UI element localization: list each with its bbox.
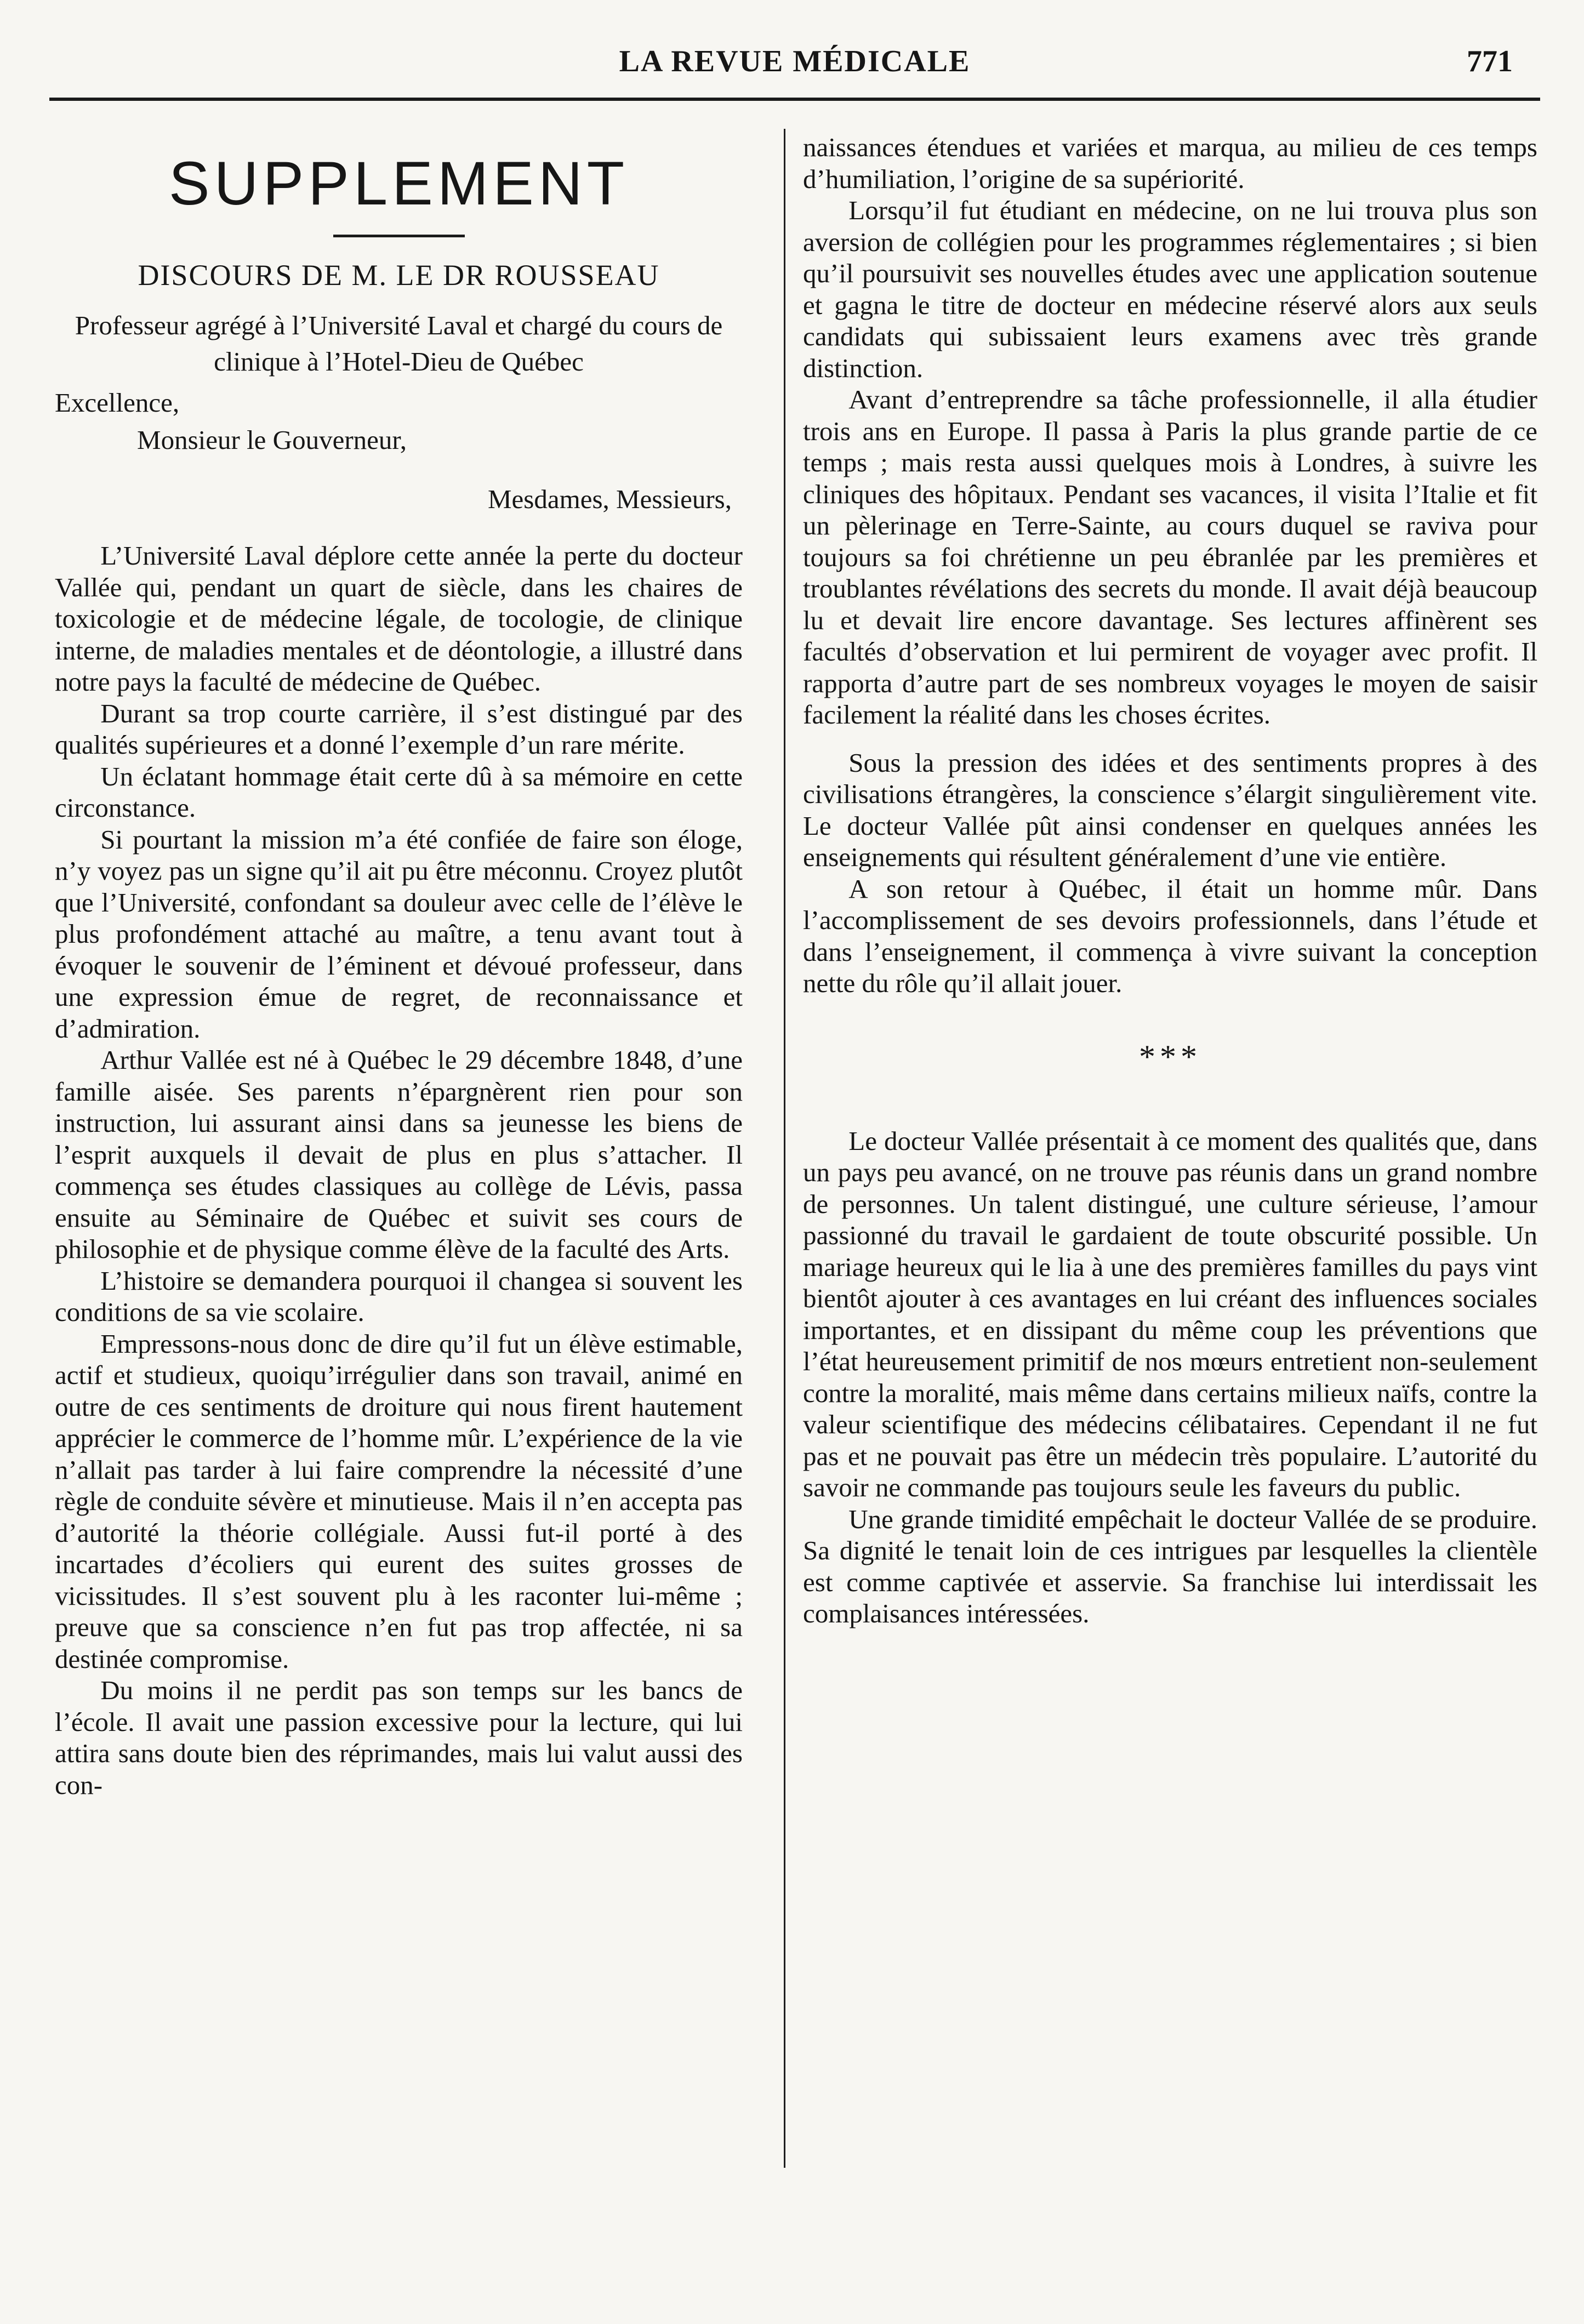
supplement-title: SUPPLEMENT (168, 149, 629, 218)
salutation-excellence: Excellence, (55, 388, 180, 418)
paragraph: L’Université Laval déplore cette année la perte du docteur Vallée qui, pendant un quart de siècle, dans les chaires de toxicologie et de médecine légale, de tocologie, de clinique interne, de maladies mentales et de déontologie, a illustré dans notre pays la faculté de médecine de Québec. (55, 540, 743, 697)
page-number: 771 (1467, 44, 1513, 78)
paragraph: Le docteur Vallée présentait à ce moment des qualités que, dans un pays peu avancé, on ne trouve pas réunis dans un grand nombre de personnes. Un talent distingué, une culture sérieuse, l’amour passionné du travail le gardaient de toute obscurité possible. Un mariage heureux qui le lia à une des premières familles du pays vint bientôt ajouter à ces avantages en lui créant des influences sociales importantes, et en dissipant du même coup les préventions que l’état heureusement primitif de nos mœurs entretient non-seulement contre la moralité, mais même dans certains milieux naïfs, contre la valeur scientifique des médecins célibataires. Cependant il ne fut pas et ne pouvait pas être un médecin très populaire. L’autorité du savoir ne commande pas toujours seule les faveurs du public. (803, 1125, 1537, 1502)
page-header (49, 44, 1540, 104)
header-rule (49, 98, 1540, 101)
left-column (55, 132, 743, 1801)
column-divider (784, 129, 785, 2168)
paragraph-gap (803, 731, 1537, 747)
paragraph: Arthur Vallée est né à Québec le 29 décembre 1848, d’une famille aisée. Ses parents n’épargnèrent rien pour son instruction, lui assurant ainsi dans sa jeunesse les biens de l’esprit auxquels il devait de plus en plus s’attacher. Il commença ses études classiques au collège de Lévis, passa ensuite au Séminaire de Québec et suivit ses cours de philosophie et de physique comme élève de la faculté des Arts. (55, 1045, 743, 1264)
paragraph: Une grande timidité empêchait le docteur Vallée de se produire. Sa dignité le tenait loin de ces intrigues par lesquelles la clientèle est comme captivée et asservie. Sa franchise lui interdissait les complaisances intéressées. (803, 1503, 1537, 1628)
paragraph: Un éclatant hommage était certe dû à sa mémoire en cette circonstance. (55, 761, 743, 823)
title-rule (333, 235, 465, 237)
salutation-audience: Mesdames, Messieurs, (487, 484, 732, 514)
paragraph: Sous la pression des idées et des sentiments propres à des civilisations étrangères, la conscience s’élargit singulièrement vite. Le docteur Vallée pût ainsi condenser en quelques années les enseignements qui résultent généralement d’une vie entière. (803, 747, 1537, 872)
paragraph: A son retour à Québec, il était un homme mûr. Dans l’accomplissement de ses devoirs professionnels, dans l’étude et dans l’enseignement, il commença à vivre suivant la conception nette du rôle qu’il allait jouer. (803, 873, 1537, 998)
paragraph-continued: naissances étendues et variées et marqua, au milieu de ces temps d’humiliation, l’origine de sa supériorité. (803, 132, 1537, 194)
right-column (803, 132, 1537, 1630)
speaker-info: Professeur agrégé à l’Université Laval et chargé du cours de clinique à l’Hotel-Dieu de Québec (75, 310, 723, 377)
paragraph: Si pourtant la mission m’a été confiée de faire son éloge, n’y voyez pas un signe qu’il ait pu être méconnu. Croyez plutôt que l’Université, confondant sa douleur avec celle de l’élève le plus profondément attaché au maître, a tenu avant tout à évoquer le souvenir de l’éminent et dévoué professeur, dans une expression émue de regret, de reconnaissance et d’admiration. (55, 824, 743, 1044)
paragraph: Avant d’entreprendre sa tâche professionnelle, il alla étudier trois ans en Europe. Il passa à Paris la plus grande partie de ce temps ; mais resta aussi quelques mois à Londres, à suivre les cliniques des hôpitaux. Pendant ses vacances, il visita l’Italie et fit un pèlerinage en Terre-Sainte, au cours duquel se raviva pour toujours sa foi chrétienne un peu ébranlée par les premières et troublantes révélations des secrets du monde. Il avait déjà beaucoup lu et devait lire encore davantage. Ses lectures affinèrent ses facultés d’observation et lui permirent de voyager avec profit. Il rapporta d’autre part de ses nombreux voyages le moyen de saisir facilement la réalité dans les choses écrites. (803, 384, 1537, 730)
paragraph: Durant sa trop courte carrière, il s’est distingué par des qualités supérieures et a donné l’exemple d’un rare mérite. (55, 698, 743, 760)
paragraph: Lorsqu’il fut étudiant en médecine, on ne lui trouva plus son aversion de collégien pour les programmes réglementaires ; si bien qu’il poursuivit ses nouvelles études avec une application soutenue et gagna le titre de docteur en médecine réservé alors aux seuls candidats qui subissaient leurs examens avec très grande distinction. (803, 195, 1537, 383)
section-separator: *** (1139, 1038, 1201, 1075)
paragraph: Du moins il ne perdit pas son temps sur les bancs de l’école. Il avait une passion excessive pour la lecture, qui lui attira sans doute bien des réprimandes, mais lui valut aussi des con- (55, 1675, 743, 1800)
speech-title: DISCOURS DE M. LE DR ROUSSEAU (138, 259, 660, 292)
paragraph: Empressons-nous donc de dire qu’il fut un élève estimable, actif et studieux, quoiqu’irrégulier dans son travail, animé en outre de ces sentiments de droiture qui nous firent hautement apprécier le commerce de l’homme mûr. L’expérience de la vie n’allait pas tarder à lui faire comprendre la nécessité d’une règle de conduite sévère et minutieuse. Mais il n’en accepta pas d’autorité la théorie collégiale. Aussi fut-il porté à des incartades d’écoliers qui eurent des suites grosses de vicissitudes. Il s’est souvent plu à les raconter lui-même ; preuve que sa conscience n’en fut pas trop affectée, ni sa destinée compromise. (55, 1328, 743, 1674)
paragraph: L’histoire se demandera pourquoi il changea si souvent les conditions de sa vie scolaire. (55, 1265, 743, 1327)
running-title: LA REVUE MÉDICALE (619, 44, 971, 78)
salutation-governor: Monsieur le Gouverneur, (137, 425, 407, 455)
